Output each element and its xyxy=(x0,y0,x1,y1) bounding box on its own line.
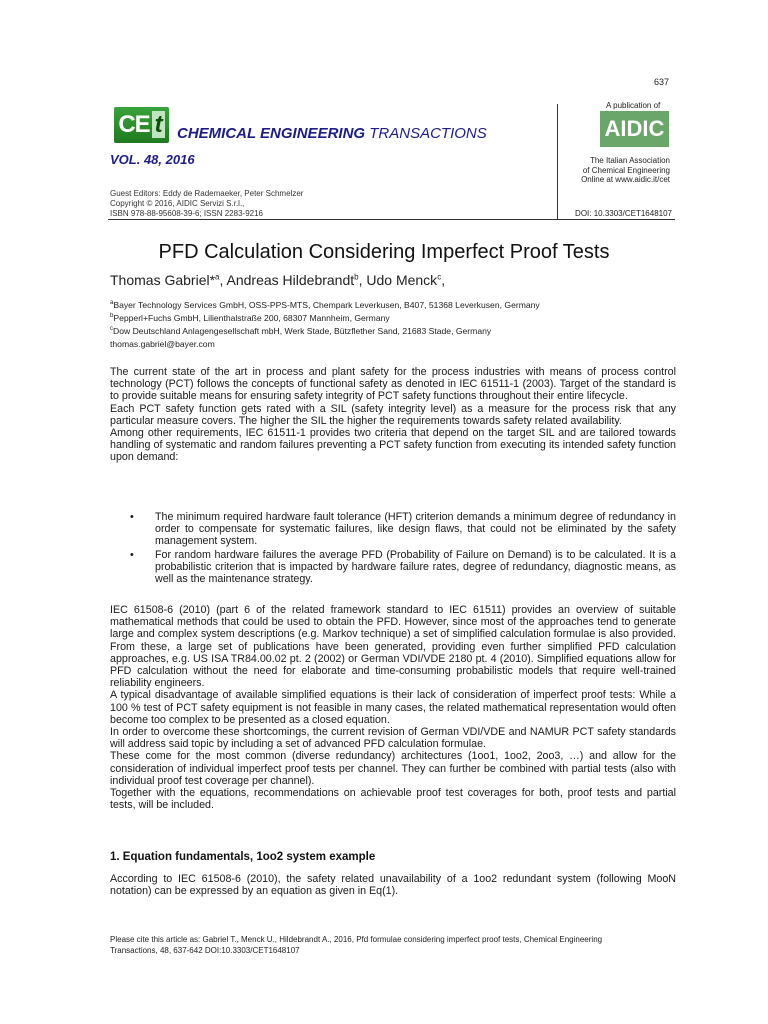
affiliation-c: $^c$Dow Deutschland Anlagengesellschaft mbH, Werk Stade, Bützflether Sand, 21683 Stade, Germany xyxy=(110,326,492,336)
section-heading: 1. Equation fundamentals, 1oo2 system example xyxy=(110,851,376,863)
bullet-list xyxy=(130,511,676,586)
affiliation-a: $^a$Bayer Technology Services GmbH, OSS-PPS-MTS, Chempark Leverkusen, B407, 51368 Leverkusen, Germany xyxy=(110,300,540,310)
paper-title: PFD Calculation Considering Imperfect Proof Tests xyxy=(158,241,610,263)
cet-logo: CE t xyxy=(108,106,175,144)
paragraph: IEC 61508-6 (2010) (part 6 of the related framework standard to IEC 61511) provides an overview of suitable mathematical methods that could be used to obtain the PFD. However, since most of the approaches tend to generate large and complex system descriptions (e.g. Markov technique) a set of simplified calculation formulae is also provided. From these, a large set of publications have been generated, providing even further simplified PFD calculation approaches, e.g. US ISA TR84.00.02 pt. 2 (2002) or German VDI/VDE 2180 pt. 4 (2010). Simplified equations allow for PFD calculation without the need for elaborate and time-consuming probabilistic models that require well-trained reliability engineers. xyxy=(110,604,676,690)
header-divider-vertical xyxy=(557,104,558,220)
section-paragraph: According to IEC 61508-6 (2010), the safety related unavailability of a 1oo2 redundant system (following MooN notation) can be expressed by an equation as given in Eq(1). xyxy=(110,873,676,898)
guest-editors-block xyxy=(110,189,303,219)
paragraph: Among other requirements, IEC 61511-1 provides two criteria that depend on the target SIL and are tailored towards handling of systematic and random failures preventing a PCT safety function from executing its intended safety function upon demand: xyxy=(110,427,676,464)
paragraph: A typical disadvantage of available simplified equations is their lack of consideration of imperfect proof tests: While a 100 % test of PCT safety equipment is not feasible in many cases, the related mathematical representation would often become too complex to be presented as a closed equation. xyxy=(110,689,676,726)
authors: Thomas Gabriel*$^a$, Andreas Hildebrandt$^b$, Udo Menck$^c$, xyxy=(110,272,446,288)
affiliation-b: $^b$Pepperl+Fuchs GmbH, Lilienthalstraße 200, 68307 Mannheim, Germany xyxy=(110,313,390,323)
bullet-icon: • xyxy=(130,511,134,523)
journal-title: CHEMICAL ENGINEERING TRANSACTIONS xyxy=(177,125,487,142)
citation-footer: Please cite this article as: Gabriel T., Menck U., Hildebrandt A., 2016, Pfd formulae considering imperfect proof tests, Chemical Engineering Transactions, 48, 637-642 DOI:10.3303/CET1648107 xyxy=(110,935,603,955)
paragraph: The current state of the art in process and plant safety for the process industries with means of process control technology (PCT) follows the concepts of functional safety as denoted in IEC 61511-1 (2003). Target of the standard is to provide suitable means for ensuring safety integrity of PCT safety functions throughout their entire lifecycle. xyxy=(110,366,676,403)
email[interactable]: thomas.gabriel@bayer.com xyxy=(110,339,215,349)
paragraph: Each PCT safety function gets rated with a SIL (safety integrity level) as a measure for the process risk that any particular measure covers. The higher the SIL the higher the requirements towards safety related availability. xyxy=(110,402,676,427)
body-paragraphs xyxy=(110,604,676,811)
publication-of: A publication of xyxy=(606,101,661,110)
page-number: 637 xyxy=(654,77,670,87)
guest-editors: Guest Editors: Eddy de Rademaeker, Peter Schmelzer xyxy=(110,189,304,198)
copyright: Copyright © 2016, AIDIC Servizi S.r.l., xyxy=(110,199,245,208)
online-link[interactable]: Online at www.aidic.it/cet xyxy=(581,175,670,184)
association-info: The Italian Association of Chemical Engineering Online at www.aidic.it/cet xyxy=(560,156,670,185)
volume: VOL. 48, 2016 xyxy=(110,152,195,167)
aidic-logo: AIDIC xyxy=(600,111,669,147)
intro-paragraphs xyxy=(110,366,676,464)
list-item: • The minimum required hardware fault tolerance (HFT) criterion demands a minimum degree of redundancy in order to compensate for systematic failures, like design flaws, that could not be eliminated by the safety management system. xyxy=(130,511,676,548)
paragraph: These come for the most common (diverse redundancy) architectures (1oo1, 1oo2, 2oo3, …) and allow for the consideration of individual imperfect proof tests per channel. They can further be combined with partial tests (also with individual proof test coverage per channel). xyxy=(110,750,676,787)
isbn: ISBN 978-88-95608-39-6; ISSN 2283-9216 xyxy=(110,209,263,218)
bullet-icon: • xyxy=(130,548,134,561)
paragraph: Together with the equations, recommendations on achievable proof test coverages for both, proof tests and partial tests, will be included. xyxy=(110,787,676,812)
paragraph: In order to overcome these shortcomings, the current revision of German VDI/VDE and NAMUR PCT safety standards will address said topic by including a set of advanced PFD calculation formulae. xyxy=(110,726,676,751)
doi[interactable]: DOI: 10.3303/CET1648107 xyxy=(575,209,672,218)
list-item: • For random hardware failures the average PFD (Probability of Failure on Demand) is to be calculated. It is a probabilistic criterion that is impacted by hardware failure rates, degree of redundancy, diagnostic means, as well as the maintenance strategy. xyxy=(130,548,676,586)
header-divider xyxy=(108,219,675,220)
